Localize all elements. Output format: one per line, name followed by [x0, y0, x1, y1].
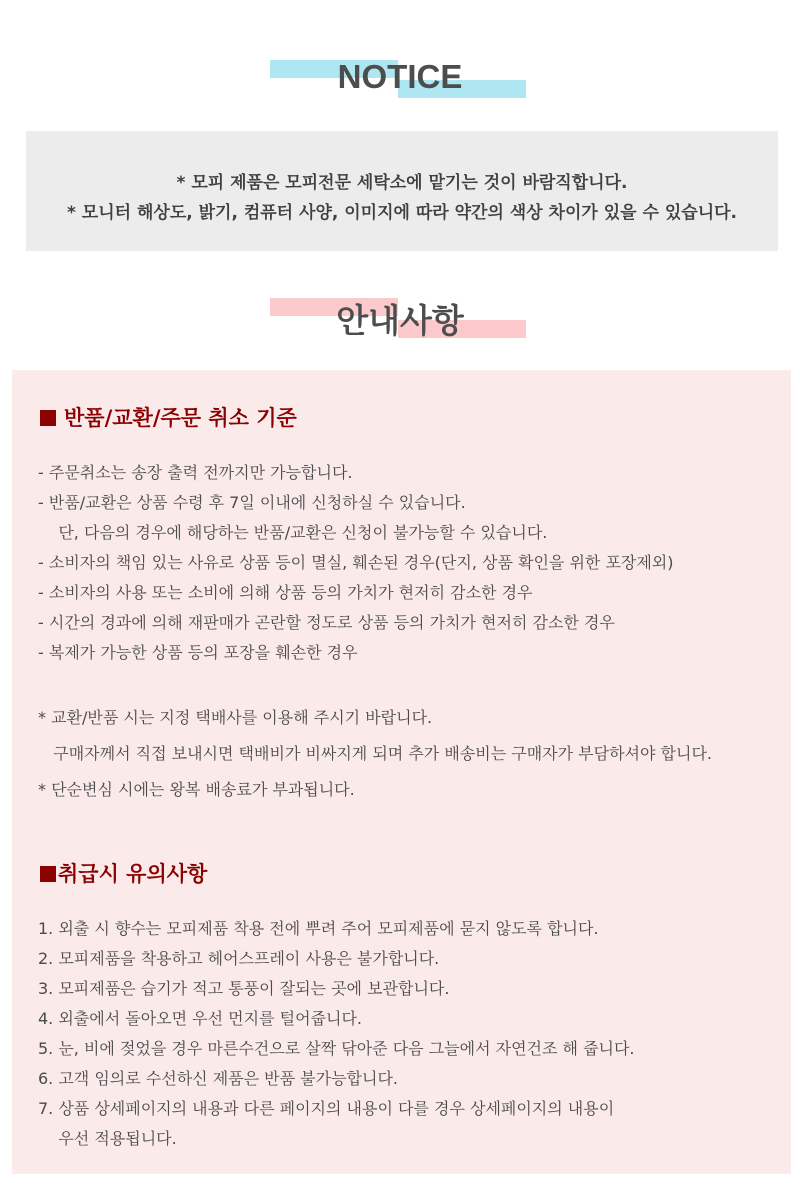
list-item: 단, 다음의 경우에 해당하는 반품/교환은 신청이 불가능할 수 있습니다. — [38, 523, 548, 542]
list-item: 4. 외출에서 돌아오면 우선 먼지를 털어줍니다. — [38, 1009, 362, 1028]
list-item: 우선 적용됩니다. — [38, 1129, 177, 1148]
notice-title: NOTICE — [337, 58, 463, 95]
return-policy-title-text: 반품/교환/주문 취소 기준 — [64, 406, 297, 430]
care-guide-title-text: 취급시 유의사항 — [58, 862, 208, 886]
list-item: - 반품/교환은 상품 수령 후 7일 이내에 신청하실 수 있습니다. — [38, 493, 466, 512]
list-item: 3. 모피제품은 습기가 적고 통풍이 잘되는 곳에 보관합니다. — [38, 979, 450, 998]
delivery-note: * 단순변심 시에는 왕복 배송료가 부과됩니다. — [38, 780, 355, 799]
notice-line: * 모니터 해상도, 밝기, 컴퓨터 사양, 이미지에 따라 약간의 색상 차이가 있을 수 있습니다. — [66, 203, 737, 223]
list-item: - 소비자의 책임 있는 사유로 상품 등이 멸실, 훼손된 경우(단지, 상품 확인을 위한 포장제외) — [38, 553, 674, 572]
list-item: - 복제가 가능한 상품 등의 포장을 훼손한 경우 — [38, 643, 358, 662]
guide-panel — [12, 370, 791, 1174]
list-item: - 주문취소는 송장 출력 전까지만 가능합니다. — [38, 463, 353, 482]
list-item: - 시간의 경과에 의해 재판매가 곤란할 정도로 상품 등의 가치가 현저히 감소한 경우 — [38, 613, 615, 632]
delivery-note: 구매자께서 직접 보내시면 택배비가 비싸지게 되며 추가 배송비는 구매자가 부담하셔야 합니다. — [38, 744, 712, 763]
list-item: 6. 고객 임의로 수선하신 제품은 반품 불가능합니다. — [38, 1069, 398, 1088]
care-guide-title — [40, 858, 207, 888]
care-guide-list — [38, 914, 635, 1154]
list-item: 7. 상품 상세페이지의 내용과 다른 페이지의 내용이 다를 경우 상세페이지의 내용이 — [38, 1099, 615, 1118]
return-policy-title — [40, 402, 297, 432]
list-item: 2. 모피제품을 착용하고 헤어스프레이 사용은 불가합니다. — [38, 949, 440, 968]
guide-title: 안내사항 — [336, 301, 464, 340]
guide-heading — [0, 295, 800, 355]
notice-heading — [0, 56, 800, 116]
notice-box — [26, 131, 778, 251]
list-item: - 소비자의 사용 또는 소비에 의해 상품 등의 가치가 현저히 감소한 경우 — [38, 583, 533, 602]
square-bullet-icon — [40, 866, 56, 882]
square-bullet-icon — [40, 410, 56, 426]
list-item: 5. 눈, 비에 젖었을 경우 마른수건으로 살짝 닦아준 다음 그늘에서 자연건조 해 줍니다. — [38, 1039, 635, 1058]
list-item: 1. 외출 시 향수는 모피제품 착용 전에 뿌려 주어 모피제품에 묻지 않도록 합니다. — [38, 919, 599, 938]
return-policy-list — [38, 458, 674, 668]
delivery-note: * 교환/반품 시는 지정 택배사를 이용해 주시기 바랍니다. — [38, 708, 433, 727]
notice-line: * 모피 제품은 모피전문 세탁소에 맡기는 것이 바람직합니다. — [176, 173, 628, 193]
